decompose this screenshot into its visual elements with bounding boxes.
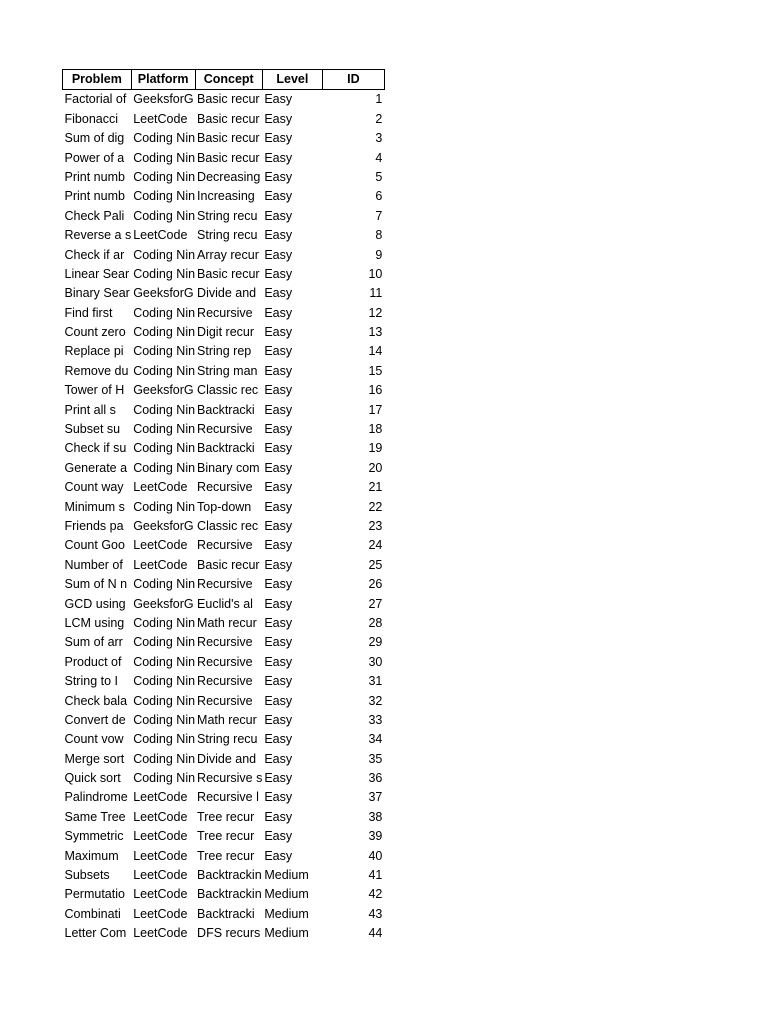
table-row: [63, 846, 385, 865]
cell-concept[interactable]: Increasing: [197, 189, 255, 204]
cell-problem[interactable]: Count vow: [64, 732, 124, 747]
cell-problem[interactable]: Convert de: [64, 712, 126, 727]
cell-concept[interactable]: Basic recur: [197, 92, 260, 107]
cell-level[interactable]: Easy: [264, 712, 293, 727]
cell-level[interactable]: Easy: [264, 693, 293, 708]
cell-id[interactable]: 2: [375, 111, 383, 126]
cell-concept[interactable]: Tree recur: [197, 809, 255, 824]
cell-platform[interactable]: Coding Nin: [133, 635, 196, 650]
cell-platform[interactable]: Coding Nin: [133, 150, 196, 165]
cell-problem[interactable]: Subsets: [64, 868, 110, 883]
cell-problem[interactable]: Count zero: [64, 325, 126, 340]
cell-level[interactable]: Easy: [264, 150, 293, 165]
cell-platform[interactable]: Coding Nin: [133, 131, 196, 146]
cell-concept[interactable]: Basic recur: [197, 131, 260, 146]
cell-concept[interactable]: Recursive: [197, 422, 253, 437]
cell-level[interactable]: Easy: [264, 654, 293, 669]
cell-concept[interactable]: Basic recur: [197, 266, 260, 281]
cell-concept[interactable]: DFS recurs: [197, 926, 261, 941]
cell-id[interactable]: 18: [368, 422, 383, 437]
table-row: [63, 749, 385, 768]
cell-id[interactable]: 41: [368, 868, 383, 883]
cell-platform[interactable]: Coding Nin: [133, 460, 196, 475]
cell-id[interactable]: 13: [368, 325, 383, 340]
cell-problem[interactable]: Power of a: [64, 150, 125, 165]
cell-concept[interactable]: Recursive s: [197, 771, 263, 786]
cell-level[interactable]: Easy: [264, 92, 293, 107]
cell-platform[interactable]: Coding Nin: [133, 674, 196, 689]
cell-concept[interactable]: String recu: [197, 228, 258, 243]
cell-concept[interactable]: Recursive: [197, 654, 253, 669]
cell-level[interactable]: Easy: [264, 848, 293, 863]
cell-id[interactable]: 28: [368, 615, 383, 630]
table-row: [63, 439, 385, 458]
table-row: [63, 342, 385, 361]
cell-level[interactable]: Easy: [264, 208, 293, 223]
cell-problem[interactable]: Quick sort: [64, 771, 121, 786]
cell-id[interactable]: 38: [368, 809, 383, 824]
cell-platform[interactable]: Coding Nin: [133, 266, 196, 281]
cell-level[interactable]: Easy: [264, 441, 293, 456]
cell-id[interactable]: 36: [368, 771, 383, 786]
cell-level[interactable]: Easy: [264, 480, 293, 495]
cell-problem[interactable]: Combinati: [64, 906, 121, 921]
cell-platform[interactable]: Coding Nin: [133, 577, 196, 592]
cell-level[interactable]: Easy: [264, 344, 293, 359]
table-row: [63, 711, 385, 730]
cell-level[interactable]: Easy: [264, 635, 293, 650]
cell-level[interactable]: Easy: [264, 305, 293, 320]
table-row: [63, 361, 385, 380]
table-row: [63, 323, 385, 342]
table-row: [63, 187, 385, 206]
cell-concept[interactable]: Euclid's al: [197, 596, 253, 611]
cell-concept[interactable]: Recursive: [197, 538, 253, 553]
cell-id[interactable]: 11: [369, 286, 383, 301]
table-row: [63, 730, 385, 749]
cell-problem[interactable]: Product of: [64, 654, 122, 669]
cell-problem[interactable]: Tower of H: [64, 383, 125, 398]
table-row: [63, 400, 385, 419]
cell-id[interactable]: 8: [375, 228, 383, 243]
cell-problem[interactable]: Same Tree: [64, 809, 126, 824]
cell-platform[interactable]: Coding Nin: [133, 189, 196, 204]
cell-level[interactable]: Medium: [264, 906, 309, 921]
cell-problem[interactable]: Check Pali: [64, 208, 125, 223]
cell-concept[interactable]: Math recur: [197, 712, 257, 727]
cell-concept[interactable]: Classic rec: [197, 518, 259, 533]
cell-problem[interactable]: Check if ar: [64, 247, 125, 262]
cell-problem[interactable]: Fibonacci: [64, 111, 118, 126]
cell-id[interactable]: 31: [368, 674, 383, 689]
table-row: [63, 885, 385, 904]
cell-concept[interactable]: Classic rec: [197, 383, 259, 398]
cell-platform[interactable]: LeetCode: [133, 809, 188, 824]
cell-level[interactable]: Easy: [264, 751, 293, 766]
cell-concept[interactable]: Binary com: [197, 460, 260, 475]
cell-concept[interactable]: Tree recur: [197, 829, 255, 844]
cell-problem[interactable]: Print numb: [64, 189, 125, 204]
cell-id[interactable]: 14: [368, 344, 383, 359]
cell-id[interactable]: 39: [368, 829, 383, 844]
cell-platform[interactable]: LeetCode: [133, 228, 188, 243]
table-row: [63, 633, 385, 652]
cell-concept[interactable]: Recursive l: [197, 790, 259, 805]
cell-level[interactable]: Easy: [264, 596, 293, 611]
cell-platform[interactable]: GeeksforG: [133, 596, 194, 611]
cell-platform[interactable]: LeetCode: [133, 538, 188, 553]
table-row: [63, 769, 385, 788]
cell-id[interactable]: 12: [368, 305, 383, 320]
cell-platform[interactable]: Coding Nin: [133, 208, 196, 223]
cell-level[interactable]: Easy: [264, 325, 293, 340]
cell-concept[interactable]: Backtracki: [197, 906, 255, 921]
cell-problem[interactable]: Generate a: [64, 460, 128, 475]
table-row: [63, 904, 385, 923]
table-row: [63, 866, 385, 885]
cell-concept[interactable]: Basic recur: [197, 150, 260, 165]
cell-id[interactable]: 22: [368, 499, 383, 514]
cell-id[interactable]: 34: [368, 732, 383, 747]
table-row: [63, 148, 385, 167]
cell-problem[interactable]: Friends pa: [64, 518, 124, 533]
cell-id[interactable]: 6: [375, 189, 383, 204]
cell-platform[interactable]: GeeksforG: [133, 518, 194, 533]
cell-level[interactable]: Easy: [264, 809, 293, 824]
cell-problem[interactable]: Print numb: [64, 169, 125, 184]
table-row: [63, 536, 385, 555]
cell-platform[interactable]: LeetCode: [133, 480, 188, 495]
cell-problem[interactable]: Subset su: [64, 422, 121, 437]
cell-concept[interactable]: Recursive: [197, 305, 253, 320]
cell-id[interactable]: 26: [368, 577, 383, 592]
cell-platform[interactable]: Coding Nin: [133, 169, 196, 184]
cell-concept[interactable]: Recursive: [197, 577, 253, 592]
header-row: [63, 70, 385, 90]
cell-level[interactable]: Easy: [264, 422, 293, 437]
table-row: [63, 924, 385, 943]
cell-level[interactable]: Easy: [264, 538, 293, 553]
cell-level[interactable]: Easy: [264, 286, 293, 301]
cell-problem[interactable]: Check bala: [64, 693, 128, 708]
cell-concept[interactable]: Backtrackin: [197, 887, 262, 902]
cell-level[interactable]: Easy: [264, 460, 293, 475]
cell-platform[interactable]: Coding Nin: [133, 247, 196, 262]
table-row: [63, 691, 385, 710]
cell-id[interactable]: 33: [368, 712, 383, 727]
cell-id[interactable]: 23: [368, 518, 383, 533]
cell-platform[interactable]: Coding Nin: [133, 654, 196, 669]
cell-problem[interactable]: Linear Sear: [64, 266, 130, 281]
cell-platform[interactable]: Coding Nin: [133, 363, 196, 378]
cell-platform[interactable]: Coding Nin: [133, 615, 196, 630]
cell-platform[interactable]: Coding Nin: [133, 771, 196, 786]
cell-concept[interactable]: String recu: [197, 208, 258, 223]
cell-problem[interactable]: Count Goo: [64, 538, 125, 553]
cell-level[interactable]: Easy: [264, 557, 293, 572]
table-row: [63, 129, 385, 148]
cell-problem[interactable]: Sum of dig: [64, 131, 125, 146]
table-row: [63, 226, 385, 245]
cell-level[interactable]: Easy: [264, 247, 293, 262]
cell-concept[interactable]: String man: [197, 363, 258, 378]
cell-id[interactable]: 17: [368, 402, 383, 417]
cell-platform[interactable]: LeetCode: [133, 906, 188, 921]
cell-platform[interactable]: Coding Nin: [133, 751, 196, 766]
table-row: [63, 206, 385, 225]
cell-level[interactable]: Easy: [264, 577, 293, 592]
cell-platform[interactable]: Coding Nin: [133, 344, 196, 359]
cell-platform[interactable]: LeetCode: [133, 868, 188, 883]
cell-id[interactable]: 25: [368, 557, 383, 572]
cell-id[interactable]: 27: [368, 596, 383, 611]
cell-id[interactable]: 15: [368, 363, 383, 378]
cell-id[interactable]: 29: [368, 635, 383, 650]
cell-concept[interactable]: Recursive: [197, 674, 253, 689]
header-platform[interactable]: Platform: [131, 70, 195, 90]
cell-level[interactable]: Medium: [264, 868, 309, 883]
cell-platform[interactable]: LeetCode: [133, 887, 188, 902]
cell-id[interactable]: 24: [368, 538, 383, 553]
cell-platform[interactable]: Coding Nin: [133, 712, 196, 727]
table-row: [63, 168, 385, 187]
cell-platform[interactable]: LeetCode: [133, 829, 188, 844]
cell-id[interactable]: 5: [375, 169, 383, 184]
cell-concept[interactable]: Array recur: [197, 247, 259, 262]
cell-id[interactable]: 1: [375, 92, 383, 107]
cell-problem[interactable]: Merge sort: [64, 751, 125, 766]
cell-problem[interactable]: Maximum: [64, 848, 119, 863]
cell-level[interactable]: Easy: [264, 228, 293, 243]
cell-id[interactable]: 7: [375, 208, 383, 223]
table-row: [63, 614, 385, 633]
cell-concept[interactable]: Basic recur: [197, 557, 260, 572]
cell-concept[interactable]: String rep: [197, 344, 252, 359]
cell-platform[interactable]: Coding Nin: [133, 305, 196, 320]
cell-problem[interactable]: Permutatio: [64, 887, 125, 902]
cell-problem[interactable]: Sum of arr: [64, 635, 123, 650]
cell-concept[interactable]: Divide and: [197, 751, 257, 766]
cell-level[interactable]: Easy: [264, 131, 293, 146]
cell-id[interactable]: 10: [368, 266, 383, 281]
cell-problem[interactable]: Find first: [64, 305, 113, 320]
cell-platform[interactable]: Coding Nin: [133, 693, 196, 708]
spreadsheet: [62, 69, 385, 943]
cell-concept[interactable]: Divide and: [197, 286, 257, 301]
cell-platform[interactable]: LeetCode: [133, 848, 188, 863]
cell-concept[interactable]: Recursive: [197, 693, 253, 708]
table-row: [63, 303, 385, 322]
cell-platform[interactable]: GeeksforG: [133, 92, 194, 107]
cell-level[interactable]: Easy: [264, 169, 293, 184]
table-row: [63, 652, 385, 671]
cell-platform[interactable]: Coding Nin: [133, 732, 196, 747]
cell-concept[interactable]: Recursive: [197, 480, 253, 495]
table-row: [63, 594, 385, 613]
table-row: [63, 517, 385, 536]
table-row: [63, 807, 385, 826]
table-row: [63, 284, 385, 303]
cell-platform[interactable]: LeetCode: [133, 790, 188, 805]
cell-problem[interactable]: Palindrome: [64, 790, 128, 805]
cell-id[interactable]: 19: [368, 441, 383, 456]
cell-platform[interactable]: Coding Nin: [133, 402, 196, 417]
table-row: [63, 458, 385, 477]
cell-level[interactable]: Easy: [264, 615, 293, 630]
cell-level[interactable]: Easy: [264, 829, 293, 844]
cell-id[interactable]: 20: [368, 460, 383, 475]
cell-problem[interactable]: Check if su: [64, 441, 127, 456]
cell-id[interactable]: 30: [368, 654, 383, 669]
cell-problem[interactable]: Minimum s: [64, 499, 125, 514]
cell-level[interactable]: Easy: [264, 732, 293, 747]
table-row: [63, 827, 385, 846]
cell-level[interactable]: Easy: [264, 499, 293, 514]
cell-problem[interactable]: Reverse a s: [64, 228, 132, 243]
table-row: [63, 672, 385, 691]
cell-platform[interactable]: LeetCode: [133, 926, 188, 941]
cell-level[interactable]: Easy: [264, 790, 293, 805]
cell-problem[interactable]: Letter Com: [64, 926, 127, 941]
cell-problem[interactable]: Factorial of: [64, 92, 127, 107]
cell-level[interactable]: Easy: [264, 771, 293, 786]
cell-level[interactable]: Easy: [264, 674, 293, 689]
table-row: [63, 575, 385, 594]
table-row: [63, 381, 385, 400]
cell-level[interactable]: Medium: [264, 887, 309, 902]
cell-level[interactable]: Easy: [264, 518, 293, 533]
cell-concept[interactable]: Decreasing: [197, 169, 261, 184]
cell-concept[interactable]: Basic recur: [197, 111, 260, 126]
table-row: [63, 265, 385, 284]
table-row: [63, 245, 385, 264]
cell-id[interactable]: 44: [368, 926, 383, 941]
cell-id[interactable]: 16: [368, 383, 383, 398]
problems-table: [62, 69, 385, 943]
cell-id[interactable]: 42: [368, 887, 383, 902]
cell-problem[interactable]: Binary Sear: [64, 286, 130, 301]
cell-platform[interactable]: LeetCode: [133, 111, 188, 126]
cell-platform[interactable]: Coding Nin: [133, 422, 196, 437]
cell-level[interactable]: Easy: [264, 402, 293, 417]
cell-id[interactable]: 4: [375, 150, 383, 165]
table-row: [63, 90, 385, 110]
header-concept[interactable]: Concept: [195, 70, 262, 90]
cell-concept[interactable]: Backtracki: [197, 402, 255, 417]
cell-concept[interactable]: Tree recur: [197, 848, 255, 863]
cell-id[interactable]: 32: [368, 693, 383, 708]
cell-platform[interactable]: GeeksforG: [133, 383, 194, 398]
cell-id[interactable]: 37: [368, 790, 383, 805]
table-row: [63, 109, 385, 128]
cell-platform[interactable]: LeetCode: [133, 557, 188, 572]
cell-platform[interactable]: GeeksforG: [133, 286, 194, 301]
cell-problem[interactable]: Print all s: [64, 402, 116, 417]
cell-problem[interactable]: LCM using: [64, 615, 125, 630]
table-row: [63, 478, 385, 497]
cell-concept[interactable]: String recu: [197, 732, 258, 747]
cell-concept[interactable]: Digit recur: [197, 325, 255, 340]
cell-concept[interactable]: Backtrackin: [197, 868, 262, 883]
cell-concept[interactable]: Backtracki: [197, 441, 255, 456]
cell-concept[interactable]: Math recur: [197, 615, 257, 630]
cell-problem[interactable]: Number of: [64, 557, 123, 572]
cell-level[interactable]: Easy: [264, 189, 293, 204]
cell-problem[interactable]: Sum of N n: [64, 577, 128, 592]
cell-problem[interactable]: String to I: [64, 674, 118, 689]
table-row: [63, 420, 385, 439]
header-problem[interactable]: Problem: [63, 70, 132, 90]
cell-id[interactable]: 9: [375, 247, 383, 262]
header-id[interactable]: ID: [322, 70, 384, 90]
cell-platform[interactable]: Coding Nin: [133, 441, 196, 456]
cell-id[interactable]: 35: [368, 751, 383, 766]
table-row: [63, 788, 385, 807]
cell-problem[interactable]: Remove du: [64, 363, 129, 378]
cell-level[interactable]: Easy: [264, 363, 293, 378]
cell-id[interactable]: 3: [375, 131, 383, 146]
cell-problem[interactable]: Replace pi: [64, 344, 124, 359]
cell-level[interactable]: Easy: [264, 383, 293, 398]
cell-platform[interactable]: Coding Nin: [133, 499, 196, 514]
cell-id[interactable]: 40: [368, 848, 383, 863]
cell-problem[interactable]: GCD using: [64, 596, 126, 611]
cell-concept[interactable]: Top-down: [197, 499, 252, 514]
table-row: [63, 555, 385, 574]
cell-id[interactable]: 21: [368, 480, 383, 495]
cell-problem[interactable]: Count way: [64, 480, 124, 495]
cell-platform[interactable]: Coding Nin: [133, 325, 196, 340]
cell-level[interactable]: Easy: [264, 266, 293, 281]
table-row: [63, 497, 385, 516]
cell-level[interactable]: Easy: [264, 111, 293, 126]
cell-id[interactable]: 43: [368, 906, 383, 921]
header-level[interactable]: Level: [262, 70, 322, 90]
cell-concept[interactable]: Recursive: [197, 635, 253, 650]
cell-problem[interactable]: Symmetric: [64, 829, 124, 844]
cell-level[interactable]: Medium: [264, 926, 309, 941]
